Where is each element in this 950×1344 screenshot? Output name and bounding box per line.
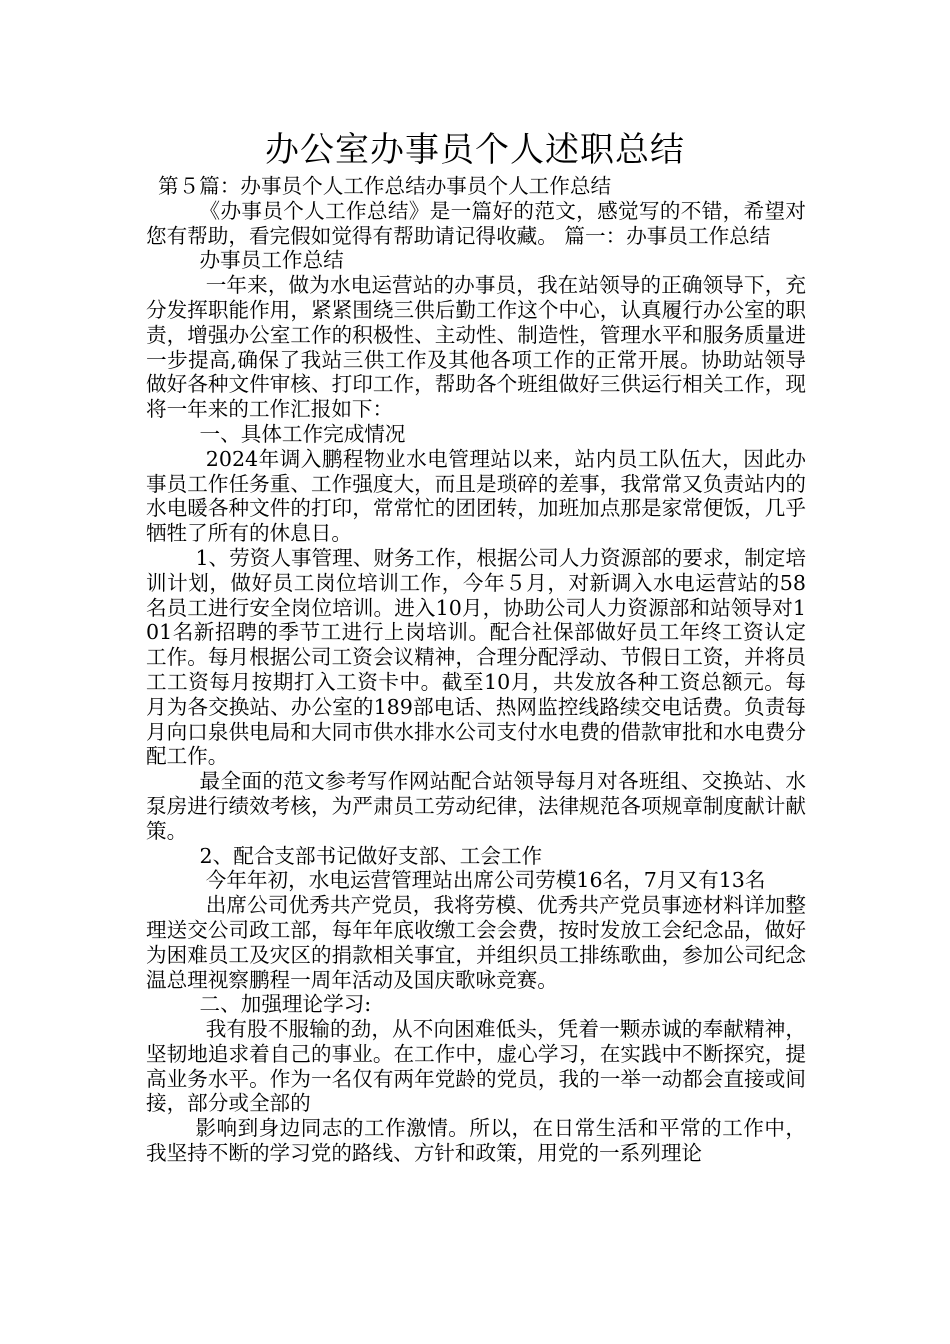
- sub-heading: 办事员工作总结: [199, 248, 344, 273]
- document-title: 办公室办事员个人述职总结: [265, 130, 685, 170]
- body-paragraph: 今年年初，水电运营管理站出席公司劳模16名，7月又有13名: [205, 868, 766, 893]
- intro-paragraph: 《办事员个人工作总结》是一篇好的范文，感觉写的不错，希望对您有帮助，看完假如觉得有帮助请记得收藏。 篇一：办事员工作总结: [146, 198, 806, 248]
- body-paragraph: 我有股不服输的劲，从不向困难低头，凭着一颗赤诚的奉献精神，坚韧地追求着自己的事业。在工作中，虚心学习，在实践中不断探究，提高业务水平。作为一名仅有两年党龄的党员，我的一举一动都会直接或间接，部分或全部的: [146, 1017, 806, 1116]
- document-body: [146, 174, 806, 1166]
- sub-heading: 一、具体工作完成情况: [199, 421, 406, 446]
- body-paragraph: 影响到身边同志的工作激情。所以，在日常生活和平常的工作中，我坚持不断的学习党的路线、方针和政策，用党的一系列理论: [146, 1116, 806, 1166]
- body-paragraph: 2024年调入鹏程物业水电管理站以来，站内员工队伍大，因此办事员工作任务重、工作强度大，而且是琐碎的差事，我常常又负责站内的水电暖各种文件的打印，常常忙的团团转，加班加点那是家常便饭，几乎牺牲了所有的休息日。: [146, 446, 806, 546]
- section-heading: 第５篇：办事员个人工作总结办事员个人工作总结: [158, 174, 612, 198]
- body-paragraph: 出席公司优秀共产党员，我将劳模、优秀共产党员事迹材料详加整理送交公司政工部，每年年底收缴工会会费，按时发放工会纪念品，做好为困难员工及灾区的捐款相关事宜，并组织员工排练歌曲，参加公司纪念温总理视察鹏程一周年活动及国庆歌咏竞赛。: [146, 893, 806, 992]
- sub-heading: 二、加强理论学习:: [199, 992, 372, 1017]
- body-paragraph: 一年来，做为水电运营站的办事员，我在站领导的正确领导下，充分发挥职能作用，紧紧围绕三供后勤工作这个中心，认真履行办公室的职责，增强办公室工作的积极性、主动性、制造性，管理水平和服务质量进一步提高,确保了我站三供工作及其他各项工作的正常开展。协助站领导做好各种文件审核、打印工作，帮助各个班组做好三供运行相关工作，现将一年来的工作汇报如下：: [146, 273, 806, 422]
- body-paragraph: 1、劳资人事管理、财务工作，根据公司人力资源部的要求，制定培训计划，做好员工岗位培训工作，今年５月，对新调入水电运营站的58名员工进行安全岗位培训。进入10月，协助公司人力资源部和站领导对101名新招聘的季节工进行上岗培训。配合社保部做好员工年终工资认定工作。每月根据公司工资会议精神，合理分配浮动、节假日工资，并将员工工资每月按期打入工资卡中。截至10月，共发放各种工资总额元。每月为各交换站、办公室的189部电话、热网监控线路续交电话费。负责每月向口泉供电局和大同市供水排水公司支付水电费的借款审批和水电费分配工作。: [146, 545, 806, 769]
- body-paragraph: 最全面的范文参考写作网站配合站领导每月对各班组、交换站、水泵房进行绩效考核，为严肃员工劳动纪律，法律规范各项规章制度献计献策。: [146, 769, 806, 843]
- sub-heading: 2、配合支部书记做好支部、工会工作: [199, 843, 543, 868]
